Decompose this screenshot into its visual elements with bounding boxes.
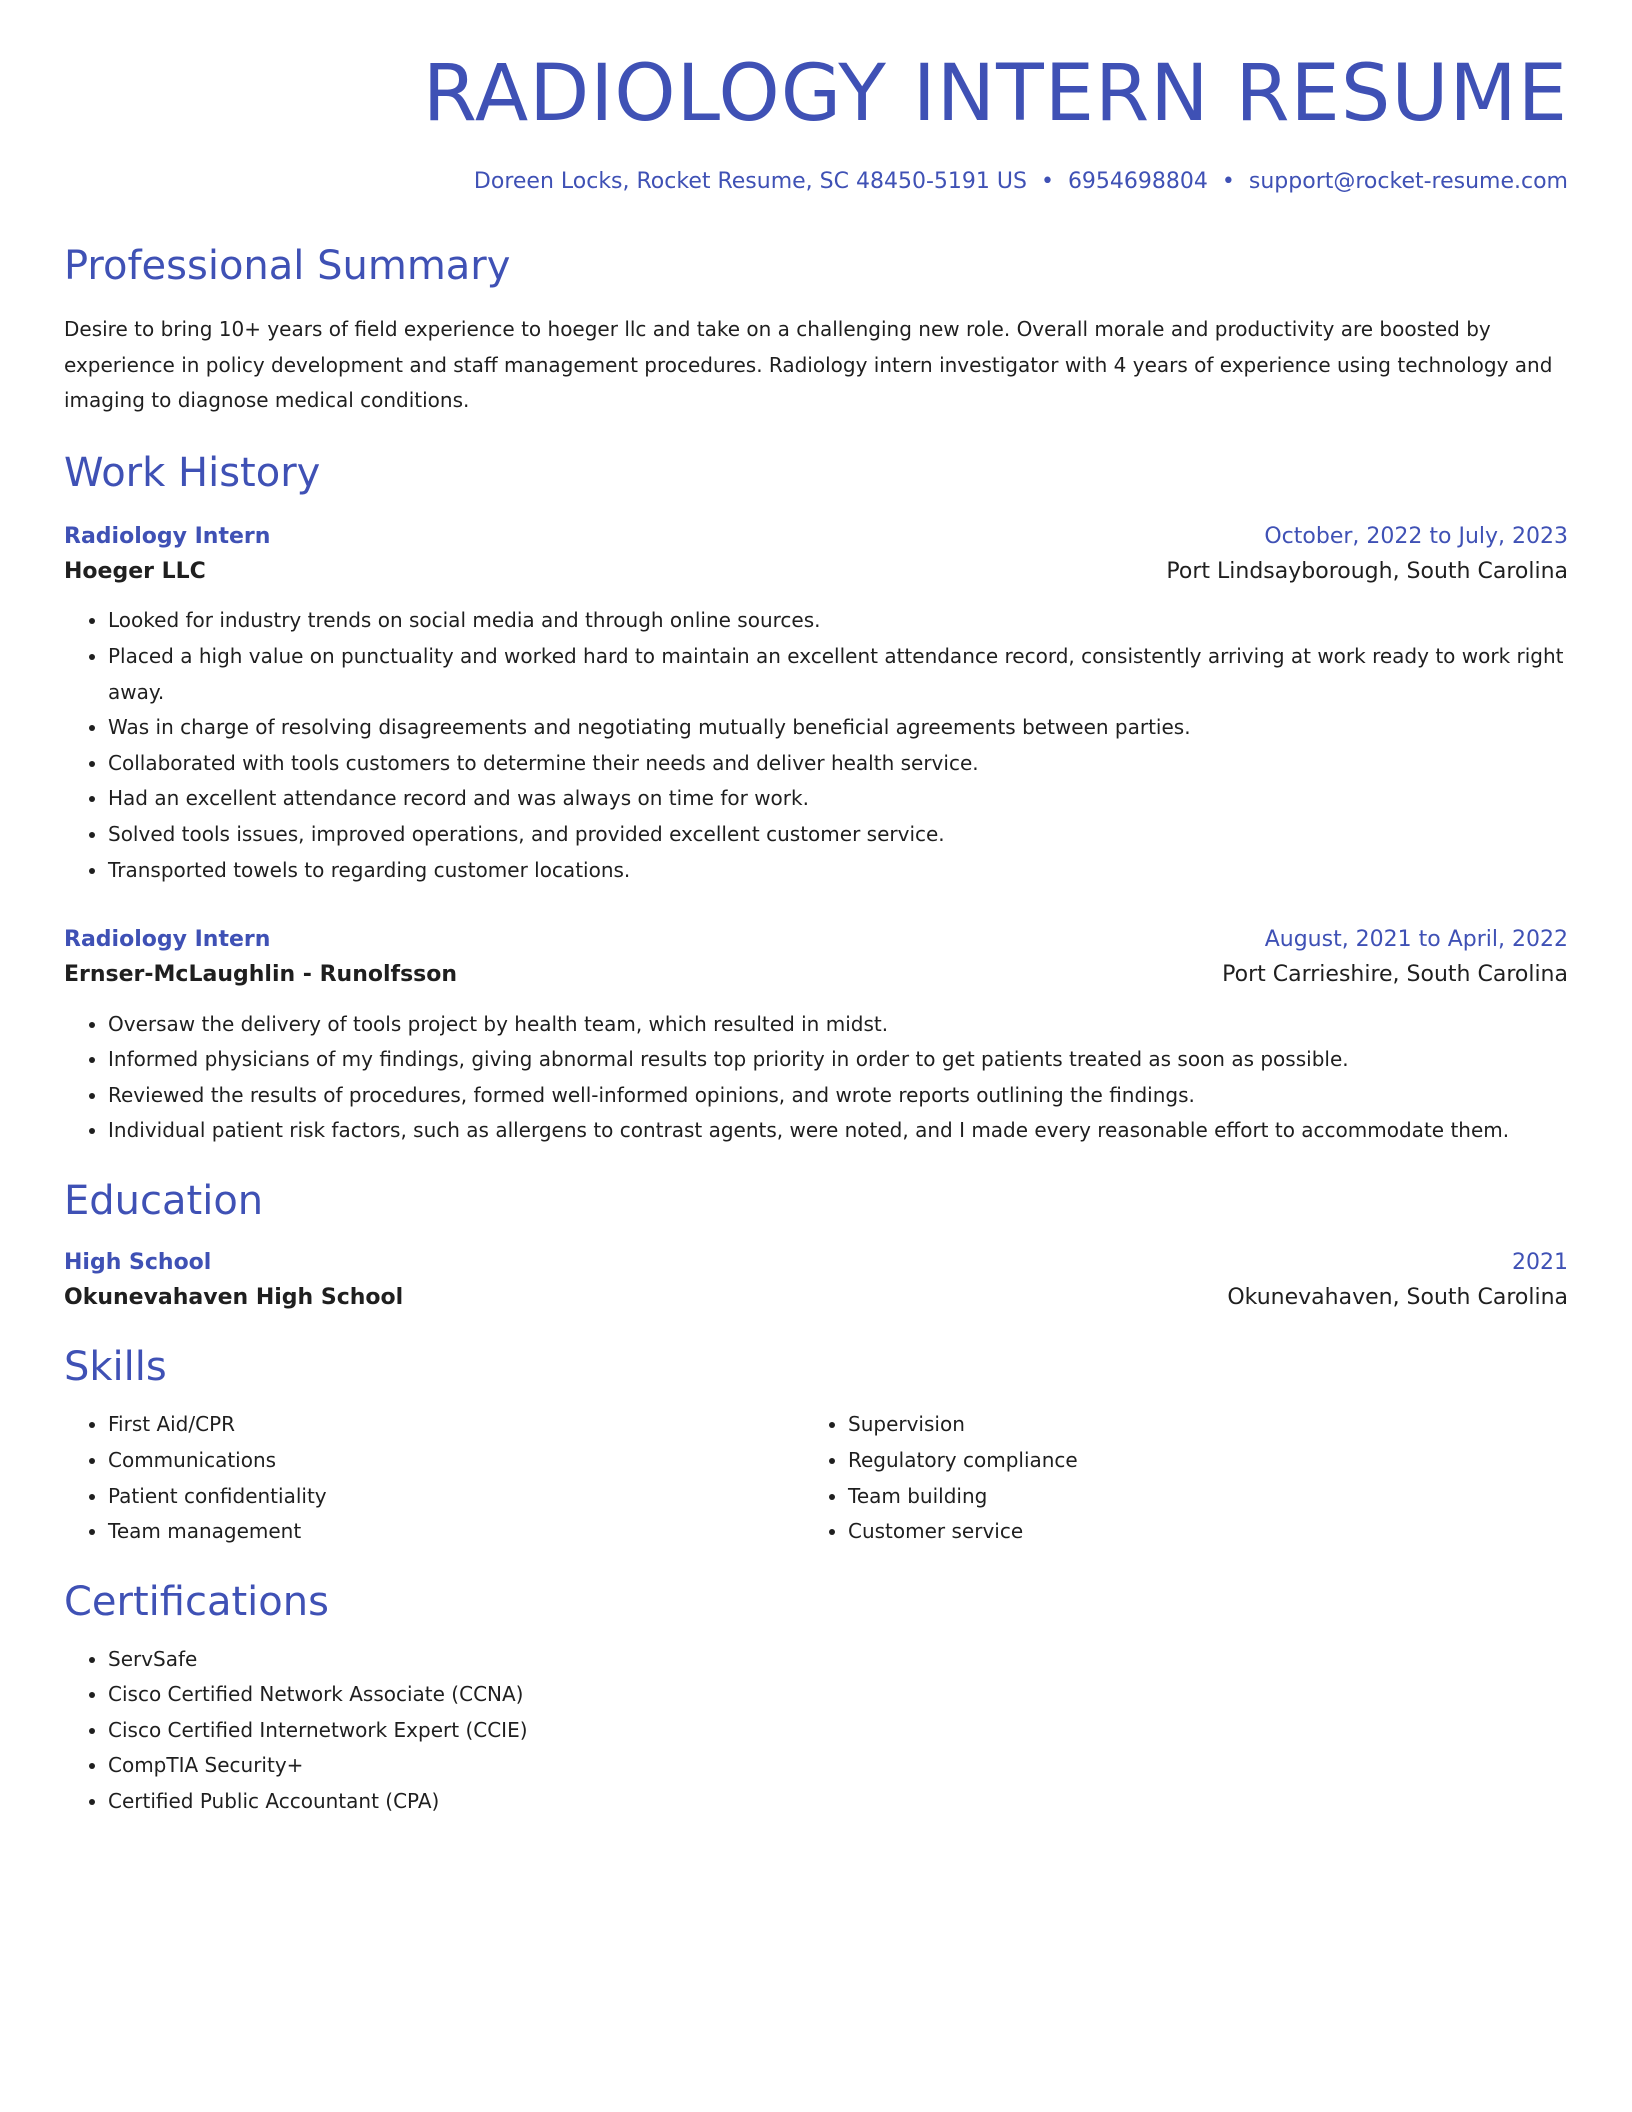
education-school: Okunevahaven High School	[64, 1285, 404, 1311]
job-location: Port Lindsayborough, South Carolina	[1166, 559, 1568, 585]
list-item: • Customer service	[848, 1514, 1568, 1550]
certifications-list	[64, 1642, 1568, 1820]
job-dates: October, 2022 to July, 2023	[1264, 524, 1568, 550]
list-item: • Cisco Certified Internetwork Expert (CCIE)	[108, 1713, 1568, 1749]
job-company: Ernser-McLaughlin - Runolfsson	[64, 962, 458, 988]
job-role: Radiology Intern	[64, 524, 271, 550]
skills-heading: Skills	[64, 1344, 167, 1391]
list-item: • Patient confidentiality	[108, 1479, 804, 1515]
education-year: 2021	[1512, 1249, 1568, 1275]
list-item: • Reviewed the results of procedures, formed well-informed opinions, and wrote reports outlining the findings.	[108, 1078, 1568, 1114]
list-item: • Collaborated with tools customers to determine their needs and deliver health service.	[108, 746, 1568, 782]
job-bullets	[64, 603, 1568, 888]
contact-separator: •	[1040, 168, 1054, 194]
list-item: • ServSafe	[108, 1642, 1568, 1678]
contact-phone: 6954698804	[1067, 168, 1208, 194]
list-item: • Cisco Certified Network Associate (CCNA)	[108, 1677, 1568, 1713]
education-entry	[64, 1245, 1568, 1315]
list-item: • Team building	[848, 1479, 1568, 1515]
work-history-heading: Work History	[64, 450, 321, 497]
list-item: • Looked for industry trends on social media and through online sources.	[108, 603, 1568, 639]
list-item: • Individual patient risk factors, such as allergens to contrast agents, were noted, and I made every reasonable effort to accommodate them.	[108, 1113, 1568, 1149]
job-entry	[64, 519, 1568, 888]
list-item: • Placed a high value on punctuality and worked hard to maintain an excellent attendance record, consistently arriving at work ready to work right away.	[108, 639, 1568, 710]
education-heading: Education	[64, 1177, 264, 1224]
list-item: • Transported towels to regarding customer locations.	[108, 853, 1568, 889]
list-item: • Team management	[108, 1514, 804, 1550]
contact-line	[64, 168, 1568, 197]
certifications-heading: Certifications	[64, 1578, 329, 1625]
list-item: • Was in charge of resolving disagreements and negotiating mutually beneficial agreements between parties.	[108, 710, 1568, 746]
job-entry	[64, 922, 1568, 1149]
list-item: • Supervision	[848, 1407, 1568, 1443]
job-role: Radiology Intern	[64, 927, 271, 953]
list-item: • Had an excellent attendance record and was always on time for work.	[108, 781, 1568, 817]
skills-column-right	[804, 1407, 1568, 1549]
job-company-row	[64, 957, 1568, 992]
page-title: RADIOLOGY INTERN RESUME	[422, 49, 1568, 139]
summary-text: Desire to bring 10+ years of field experience to hoeger llc and take on a challenging new role. Overall morale and productivity are boosted by experience in policy development and staff management procedures. Radiology intern investigator with 4 years of experience using technology and imaging to diagnose medical conditions.	[64, 317, 1553, 413]
list-item: • First Aid/CPR	[108, 1407, 804, 1443]
list-item: • CompTIA Security+	[108, 1748, 1568, 1784]
list-item: • Communications	[108, 1443, 804, 1479]
list-item: • Certified Public Accountant (CPA)	[108, 1784, 1568, 1820]
job-dates: August, 2021 to April, 2022	[1264, 927, 1568, 953]
job-company-row	[64, 554, 1568, 589]
contact-email[interactable]: support@rocket-resume.com	[1248, 168, 1568, 194]
list-item: • Regulatory compliance	[848, 1443, 1568, 1479]
list-item: • Oversaw the delivery of tools project by health team, which resulted in midst.	[108, 1007, 1568, 1043]
job-header-row	[64, 519, 1568, 554]
job-bullets	[64, 1007, 1568, 1149]
contact-separator: •	[1221, 168, 1235, 194]
skills-column-left	[64, 1407, 804, 1549]
job-location: Port Carrieshire, South Carolina	[1222, 962, 1568, 988]
list-item: • Informed physicians of my findings, giving abnormal results top priority in order to get patients treated as soon as possible.	[108, 1042, 1568, 1078]
education-degree: High School	[64, 1249, 212, 1275]
job-header-row	[64, 922, 1568, 957]
list-item: • Solved tools issues, improved operations, and provided excellent customer service.	[108, 817, 1568, 853]
skills-list	[64, 1407, 1568, 1549]
education-location: Okunevahaven, South Carolina	[1227, 1285, 1568, 1311]
job-company: Hoeger LLC	[64, 559, 206, 585]
contact-address: Doreen Locks, Rocket Resume, SC 48450-5191 US	[473, 168, 1027, 194]
education-school-row	[64, 1280, 1568, 1315]
summary-heading: Professional Summary	[64, 243, 511, 290]
education-header-row	[64, 1245, 1568, 1280]
resume-header	[64, 50, 1568, 196]
